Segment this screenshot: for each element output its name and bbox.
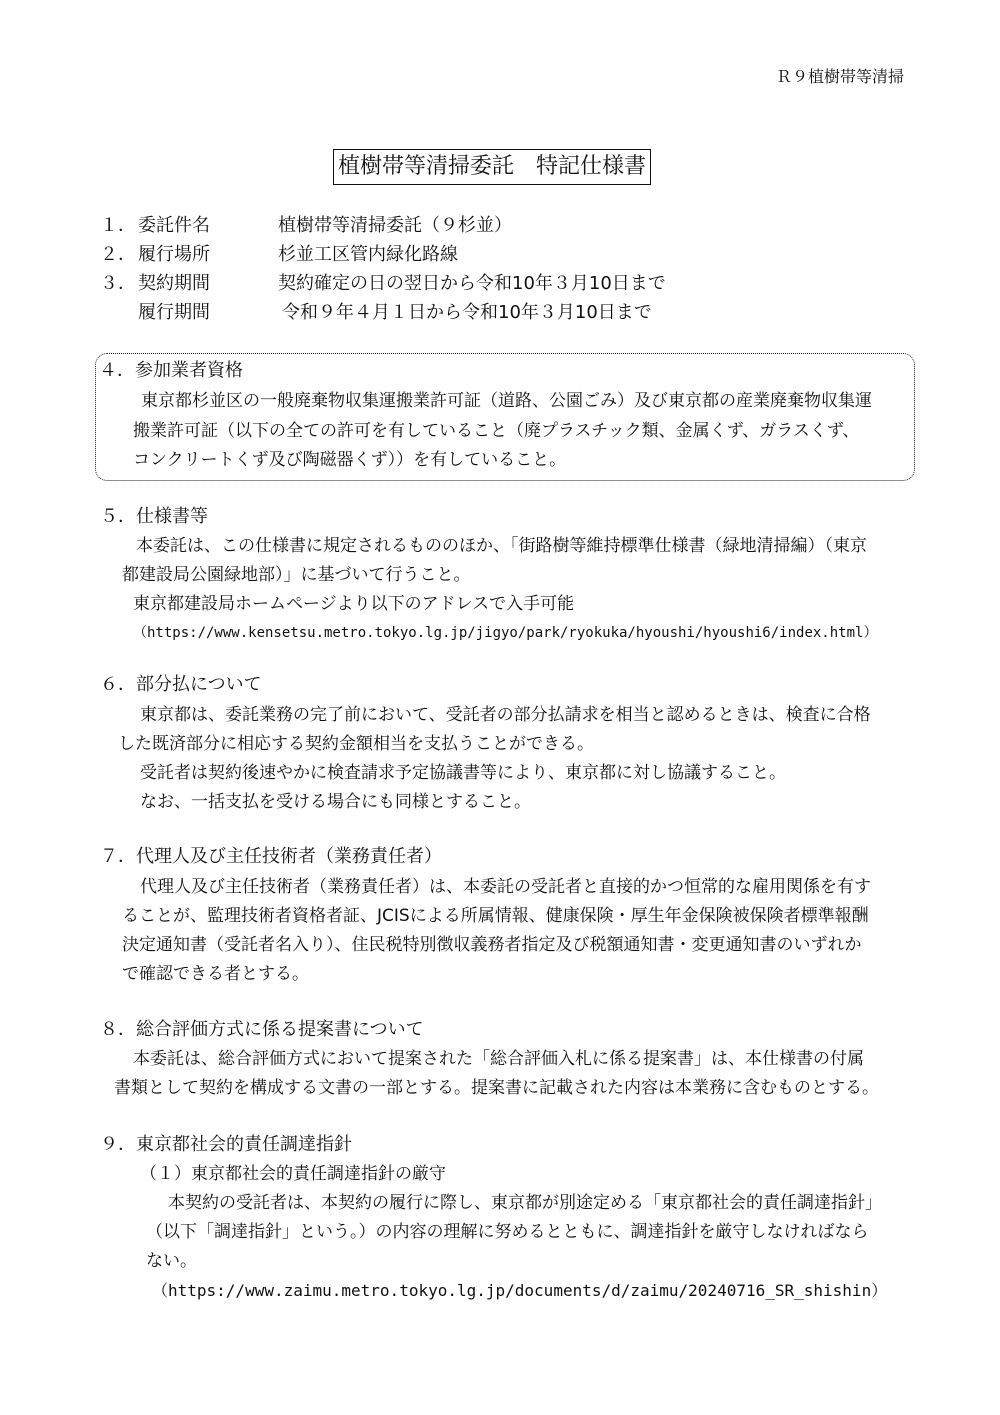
section-6-line-4: なお、一括支払を受ける場合にも同様とすること。 (140, 792, 531, 812)
section-5-heading: ５．仕様書等 (100, 506, 208, 527)
item-3-label: 契約期間 (138, 273, 210, 294)
section-9-heading: ９．東京都社会的責任調達指針 (100, 1134, 352, 1155)
section-7-line-4: で確認できる者とする。 (122, 964, 309, 984)
section-4-line-2: 搬業許可証（以下の全ての許可を有していること（廃プラスチック類、金属くず、ガラスくず、 (133, 421, 860, 441)
section-7-line-1: 代理人及び主任技術者（業務責任者）は、本委託の受託者と直接的かつ恒常的な雇用関係を有す (140, 877, 871, 897)
section-8-heading: ８．総合評価方式に係る提案書について (100, 1019, 424, 1040)
section-9-subheading: （１）東京都社会的責任調達指針の厳守 (140, 1164, 446, 1184)
item-1-value: 植樹帯等清掃委託（９杉並） (278, 215, 512, 236)
item-2-label: 履行場所 (138, 244, 210, 265)
section-4-line-3: コンクリートくず及び陶磁器くず））を有していること。 (133, 450, 567, 470)
section-9-url: （https://www.zaimu.metro.tokyo.lg.jp/documents/d/zaimu/20240716_SR_shishin） (152, 1281, 888, 1300)
section-8-line-1: 本委託は、総合評価方式において提案された「総合評価入札に係る提案書」は、本仕様書の付属 (133, 1049, 864, 1069)
section-5-line-3: 東京都建設局ホームページより以下のアドレスで入手可能 (133, 594, 575, 614)
item-3b-value: 令和９年４月１日から令和10年３月10日まで (282, 302, 652, 323)
item-2-number: ２． (100, 244, 136, 265)
section-5-url: （https://www.kensetsu.metro.tokyo.lg.jp/jigyo/park/ryokuka/hyoushi/hyoushi6/index.html） (133, 625, 878, 641)
section-8-line-2: 書類として契約を構成する文書の一部とする。提案書に記載された内容は本業務に含むものとする。 (114, 1078, 879, 1098)
section-6-line-3: 受託者は契約後速やかに検査請求予定協議書等により、東京都に対し協議すること。 (140, 763, 786, 783)
section-7-line-3: 決定通知書（受託者名入り）、住民税特別徴収義務者指定及び税額通知書・変更通知書のいずれか (122, 935, 862, 955)
item-1-number: １． (100, 215, 136, 236)
item-3-value: 契約確定の日の翌日から令和10年３月10日まで (278, 273, 666, 294)
section-9-line-1: 本契約の受託者は、本契約の履行に際し、東京都が別途定める「東京都社会的責任調達指針」 (168, 1193, 882, 1213)
section-6-line-1: 東京都は、委託業務の完了前において、受託者の部分払請求を相当と認めるときは、検査に合格 (140, 705, 871, 725)
document-title: 植樹帯等清掃委託 特記仕様書 (333, 149, 651, 185)
section-4-heading: ４．参加業者資格 (99, 360, 243, 381)
item-2-value: 杉並工区管内緑化路線 (278, 244, 458, 265)
section-7-line-2: ることが、監理技術者資格者証、JCISによる所属情報、健康保険・厚生年金保険被保険者標準報酬 (122, 906, 869, 926)
section-5-line-2: 都建設局公園緑地部）」に基づいて行うこと。 (122, 565, 471, 585)
section-7-heading: ７．代理人及び主任技術者（業務責任者） (100, 846, 442, 867)
item-3-number: ３． (100, 273, 136, 294)
section-4-line-1: 東京都杉並区の一般廃棄物収集運搬業許可証（道路、公園ごみ）及び東京都の産業廃棄物収集運 (141, 391, 872, 411)
section-5-line-1: 本委託は、この仕様書に規定されるもののほか、「街路樹等維持標準仕様書（緑地清掃編）（東京 (136, 536, 867, 556)
section-6-heading: ６．部分払について (100, 674, 262, 695)
document-code: Ｒ９植樹帯等清掃 (775, 67, 904, 86)
item-1-label: 委託件名 (138, 215, 210, 236)
section-6-line-2: した既済部分に相応する契約金額相当を支払うことができる。 (118, 734, 594, 754)
section-9-line-3: ない。 (146, 1251, 197, 1271)
item-3b-label: 履行期間 (138, 302, 210, 323)
section-9-line-2: （以下「調達指針」という。）の内容の理解に努めるとともに、調達指針を厳守しなければなら (146, 1222, 869, 1242)
